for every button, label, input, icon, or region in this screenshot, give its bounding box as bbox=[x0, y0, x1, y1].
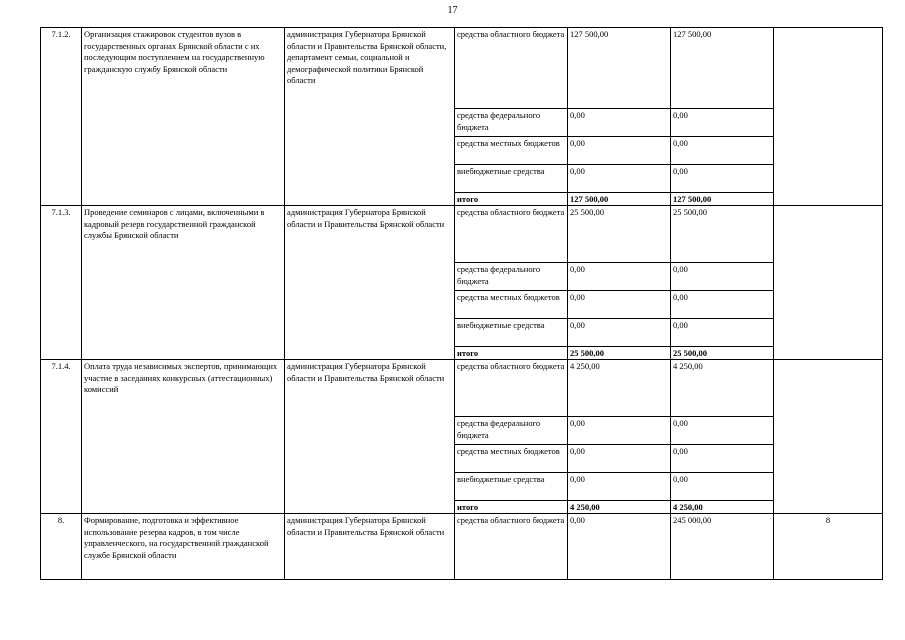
total-cell: 127 500,00 bbox=[671, 193, 774, 206]
source-offbudget: внебюджетные средства bbox=[455, 473, 568, 501]
value-cell: 0,00 bbox=[671, 137, 774, 165]
indicator-cell bbox=[774, 28, 883, 206]
source-federal: средства федерального бюджета bbox=[455, 417, 568, 445]
item-name: Оплата труда независимых экспертов, принимающих участие в заседаниях конкурсных (аттестационных) комиссий bbox=[82, 360, 285, 514]
indicator-cell bbox=[774, 360, 883, 514]
value-cell: 0,00 bbox=[568, 137, 671, 165]
item-name: Организация стажировок студентов вузов в государственных органах Брянской области с их последующим поступлением на государственную гражданскую службу Брянской области bbox=[82, 28, 285, 206]
value-cell: 4 250,00 bbox=[671, 360, 774, 417]
source-regional: средства областного бюджета bbox=[455, 206, 568, 263]
item-number: 8. bbox=[41, 514, 82, 580]
source-local: средства местных бюджетов bbox=[455, 137, 568, 165]
table-row bbox=[41, 514, 883, 580]
value-cell: 0,00 bbox=[671, 417, 774, 445]
total-cell: 4 250,00 bbox=[568, 501, 671, 514]
source-federal: средства федерального бюджета bbox=[455, 263, 568, 291]
value-cell: 0,00 bbox=[568, 263, 671, 291]
source-local: средства местных бюджетов bbox=[455, 445, 568, 473]
indicator-cell: 8 bbox=[774, 514, 883, 580]
total-cell: 127 500,00 bbox=[568, 193, 671, 206]
total-cell: 25 500,00 bbox=[671, 347, 774, 360]
item-name: Проведение семинаров с лицами, включенными в кадровый резерв государственной гражданской службы Брянской области bbox=[82, 206, 285, 360]
item-number: 7.1.4. bbox=[41, 360, 82, 514]
indicator-cell bbox=[774, 206, 883, 360]
value-cell: 0,00 bbox=[671, 319, 774, 347]
source-federal: средства федерального бюджета bbox=[455, 109, 568, 137]
value-cell: 0,00 bbox=[568, 109, 671, 137]
table-row bbox=[41, 206, 883, 263]
value-cell: 0,00 bbox=[568, 445, 671, 473]
total-cell: 25 500,00 bbox=[568, 347, 671, 360]
value-cell: 0,00 bbox=[568, 417, 671, 445]
value-cell: 4 250,00 bbox=[568, 360, 671, 417]
value-cell: 0,00 bbox=[568, 473, 671, 501]
item-number: 7.1.3. bbox=[41, 206, 82, 360]
value-cell: 0,00 bbox=[671, 445, 774, 473]
value-cell: 0,00 bbox=[568, 165, 671, 193]
value-cell: 0,00 bbox=[671, 165, 774, 193]
source-total: итого bbox=[455, 347, 568, 360]
source-regional: средства областного бюджета bbox=[455, 360, 568, 417]
value-cell: 0,00 bbox=[568, 291, 671, 319]
item-executor: администрация Губернатора Брянской области и Правительства Брянской области, департамент семьи, социальной и демографической политики Брянской области bbox=[285, 28, 455, 206]
source-total: итого bbox=[455, 193, 568, 206]
table-row bbox=[41, 28, 883, 109]
source-regional: средства областного бюджета bbox=[455, 514, 568, 580]
item-executor: администрация Губернатора Брянской области и Правительства Брянской области bbox=[285, 206, 455, 360]
value-cell: 0,00 bbox=[671, 473, 774, 501]
value-cell: 127 500,00 bbox=[568, 28, 671, 109]
budget-table bbox=[40, 27, 883, 580]
source-offbudget: внебюджетные средства bbox=[455, 319, 568, 347]
total-cell: 4 250,00 bbox=[671, 501, 774, 514]
value-cell: 25 500,00 bbox=[568, 206, 671, 263]
value-cell: 0,00 bbox=[568, 514, 671, 580]
value-cell: 245 000,00 bbox=[671, 514, 774, 580]
item-executor: администрация Губернатора Брянской области и Правительства Брянской области bbox=[285, 514, 455, 580]
source-local: средства местных бюджетов bbox=[455, 291, 568, 319]
source-regional: средства областного бюджета bbox=[455, 28, 568, 109]
item-name: Формирование, подготовка и эффективное использование резерва кадров, в том числе управленческого, на государственной гражданской службе Брянской области bbox=[82, 514, 285, 580]
item-executor: администрация Губернатора Брянской области и Правительства Брянской области bbox=[285, 360, 455, 514]
value-cell: 0,00 bbox=[671, 291, 774, 319]
value-cell: 25 500,00 bbox=[671, 206, 774, 263]
item-number: 7.1.2. bbox=[41, 28, 82, 206]
value-cell: 127 500,00 bbox=[671, 28, 774, 109]
value-cell: 0,00 bbox=[671, 263, 774, 291]
value-cell: 0,00 bbox=[671, 109, 774, 137]
table-row bbox=[41, 360, 883, 417]
source-offbudget: внебюджетные средства bbox=[455, 165, 568, 193]
source-total: итого bbox=[455, 501, 568, 514]
value-cell: 0,00 bbox=[568, 319, 671, 347]
page-number: 17 bbox=[447, 5, 458, 16]
